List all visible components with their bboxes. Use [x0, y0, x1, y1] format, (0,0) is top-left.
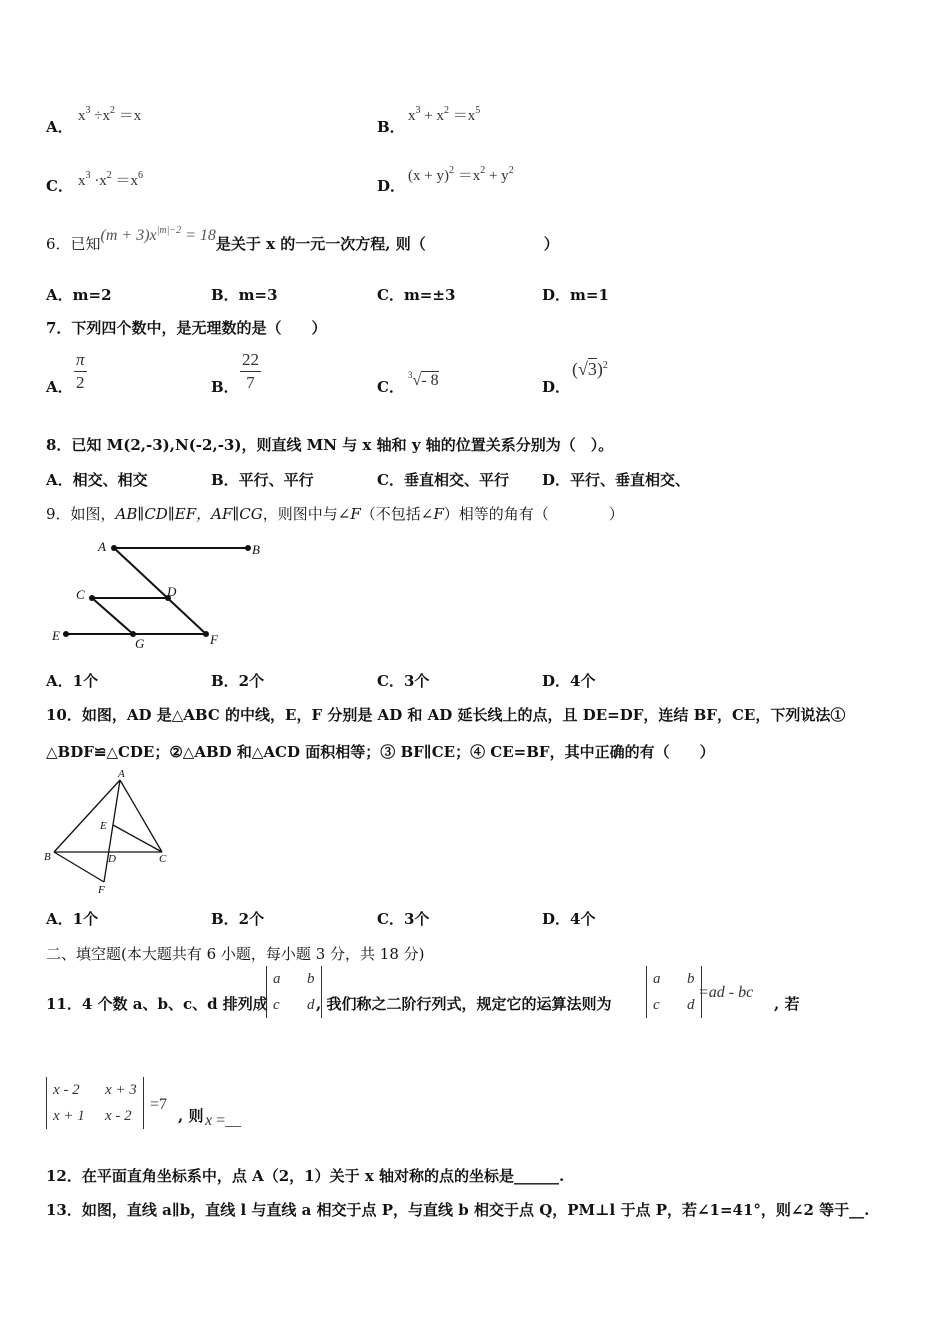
q9-figure — [46, 536, 276, 652]
q13-text: 13．如图，直线 a∥b，直线 l 与直线 a 相交于点 P，与直线 b 相交于点 Q，PM⊥l 于点 P，若∠1=41°，则∠2 等于__. — [46, 1201, 870, 1219]
q11-rule-determinant: a b c d — [646, 966, 702, 1018]
q10-line-ac — [120, 780, 162, 852]
q8-option-a: A．相交、相交 — [46, 471, 148, 489]
q6-option-c: C．m=±3 — [377, 286, 456, 304]
q7-option-b-fraction: $\frac{22}{7}$ — [242, 350, 259, 392]
q5-option-b: B． — [377, 118, 405, 136]
q5-option-a-expr: $x^3 \div x^2 =x$ — [78, 105, 142, 124]
q9-label-f: F — [210, 632, 218, 647]
q5-option-c: C． — [46, 177, 73, 195]
q7-option-d-expr: $(√3)^2$ — [572, 359, 608, 379]
q10-label-e: E — [100, 820, 107, 832]
q8-stem: 8．已知 M(2,-3),N(-2,-3)，则直线 MN 与 x 轴和 y 轴的位置关系分别为（ ）。 — [46, 436, 614, 454]
q9-option-b: B．2个 — [211, 672, 265, 690]
q10-label-c: C — [159, 853, 167, 865]
q9-label-b: B — [252, 542, 260, 557]
q5-option-b-expr: $x^3 + x^2 =x^5$ — [408, 105, 481, 124]
q9-point-c — [89, 595, 95, 601]
q11-rule: =ad - bc — [698, 984, 754, 1001]
q10-option-a: A．1个 — [46, 910, 99, 928]
q6-option-b: B．m=3 — [211, 286, 278, 304]
q7-option-a-fraction: $\frac{\pi}{2}$ — [76, 350, 85, 392]
q6-option-d: D．m=1 — [542, 286, 609, 304]
q8-option-b: B．平行、平行 — [211, 471, 314, 489]
section2-title: 二、填空题(本大题共有 6 小题，每小题 3 分，共 18 分) — [46, 945, 425, 963]
q11-then: , 则 — [178, 1107, 204, 1125]
q6-text: 是关于 x 的一元一次方程, 则（ — [215, 235, 426, 253]
q9-option-a: A．1个 — [46, 672, 99, 690]
q11-condition-eq: =7 — [150, 1096, 168, 1113]
q7-option-c-label: C． — [377, 378, 404, 396]
q9-point-a — [111, 545, 117, 551]
q11-pre: 11．4 个数 a、b、c、d 排列成 — [46, 995, 268, 1013]
q5-option-d-expr: $(x + y)^2 =x^2 + y^2$ — [408, 165, 514, 184]
q10-label-f: F — [98, 884, 105, 896]
q9-line-af — [114, 548, 206, 634]
q10-label-b: B — [44, 851, 51, 863]
q11-condition-determinant: x - 2 x + 3 x + 1 x - 2 — [46, 1077, 144, 1129]
q9-label-a: A — [98, 539, 106, 554]
q6-option-a: A．m=2 — [46, 286, 112, 304]
q9-label-c: C — [76, 587, 85, 602]
q9-point-f — [203, 631, 209, 637]
q11-post: , 若 — [774, 995, 800, 1013]
q6-stem: 6．已知$(m + 3)x^{|m|-2} = 18$是关于 x 的一元一次方程, 则（ ） — [46, 225, 559, 253]
q9-line-cg — [92, 598, 133, 634]
q5-option-d: D． — [377, 177, 406, 195]
q6-number: 6．已知 — [46, 235, 101, 253]
q7-stem: 7．下列四个数中，是无理数的是（ ） — [46, 319, 327, 337]
q10-option-d: D．4个 — [542, 910, 596, 928]
q10-label-d: D — [108, 853, 116, 865]
q7-option-a-label: A． — [46, 378, 73, 396]
q10-label-a: A — [118, 768, 125, 780]
q10-figure — [40, 766, 180, 896]
q10-line-bf — [54, 852, 104, 882]
q6-formula: $(m + 3)x^{|m|-2} = 18$ — [100, 225, 216, 244]
q7-option-c-radical: $^3$√- 8 — [408, 370, 439, 389]
q11-mid: , 我们称之二阶行列式，规定它的运算法则为 — [316, 995, 612, 1013]
q5-option-a — [46, 116, 73, 137]
q10-stem-line2: △BDF≌△CDE；②△ABD 和△ACD 面积相等；③ BF∥CE；④ CE=BF，其中正确的有（ ） — [46, 743, 715, 761]
q5-option-a-label: A． — [46, 118, 73, 136]
q9-point-e — [63, 631, 69, 637]
q5-option-c-expr: $x^3 \cdot x^2 =x^6$ — [78, 170, 144, 189]
q9-option-d: D．4个 — [542, 672, 596, 690]
q9-label-d: D — [167, 584, 177, 599]
q8-option-d: D．平行、垂直相交、 — [542, 471, 691, 489]
q9-label-e: E — [52, 628, 60, 643]
q10-stem-line1: 10．如图，AD 是△ABC 的中线，E，F 分别是 AD 和 AD 延长线上的点，且 DE=DF，连结 BF，CE，下列说法① — [46, 706, 846, 724]
q9-option-c: C．3个 — [377, 672, 430, 690]
q9-label-g: G — [135, 636, 145, 651]
q11-determinant: a b c d — [266, 966, 322, 1018]
q7-option-d-label: D． — [542, 378, 571, 396]
q10-option-b: B．2个 — [211, 910, 265, 928]
q11-answer: x =__ — [205, 1112, 242, 1129]
q10-option-c: C．3个 — [377, 910, 430, 928]
q9-point-b — [245, 545, 251, 551]
q8-option-c: C．垂直相交、平行 — [377, 471, 509, 489]
q12-text: 12．在平面直角坐标系中，点 A（2，1）关于 x 轴对称的点的坐标是______. — [46, 1167, 565, 1185]
q7-option-b-label: B． — [211, 378, 239, 396]
q9-stem: 9．如图，AB∥CD∥EF，AF∥CG，则图中与∠F（不包括∠F）相等的角有（ ） — [46, 505, 624, 523]
